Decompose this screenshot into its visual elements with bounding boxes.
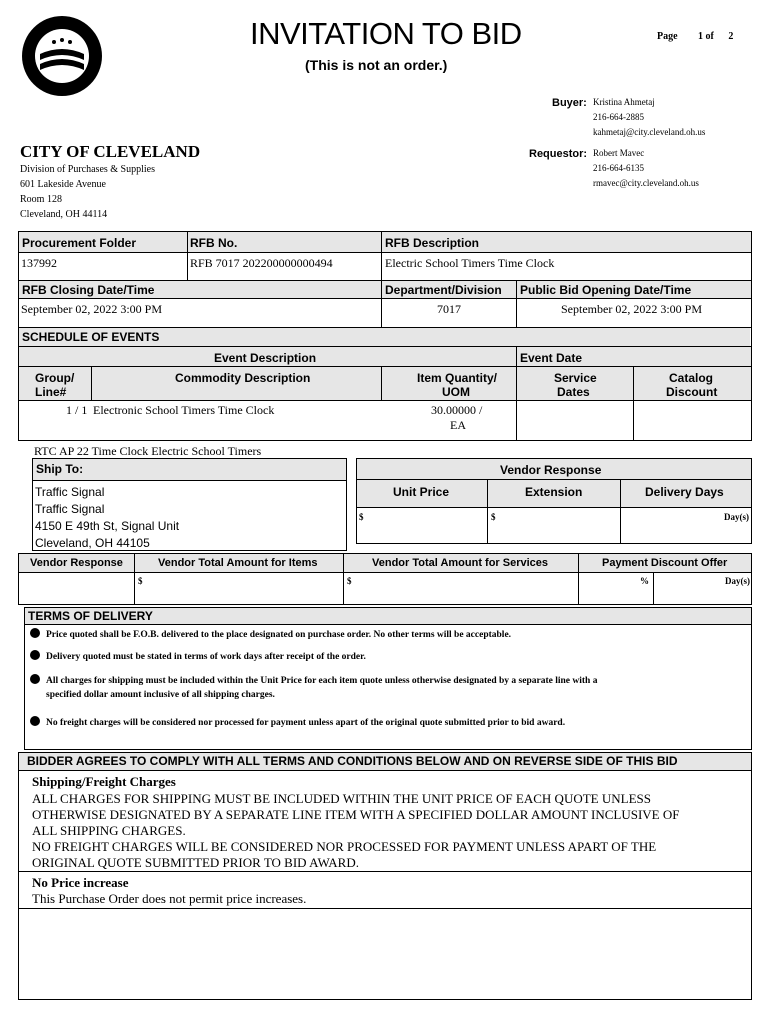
rfb-description-label: RFB Description bbox=[385, 236, 480, 250]
dates-header: Dates bbox=[557, 385, 590, 399]
event-date-header: Event Date bbox=[520, 351, 583, 365]
city-address-3: Room 128 bbox=[20, 194, 62, 205]
shipping-line-2: OTHERWISE DESIGNATED BY A SEPARATE LINE ITEM WITH A SPECIFIED DOLLAR AMOUNT INCLUSIVE OF bbox=[32, 807, 680, 822]
ship-to-label: Ship To: bbox=[33, 459, 346, 480]
term-item-1: Price quoted shall be F.O.B. delivered to the place designated on purchase order. No other terms will be acceptable. bbox=[30, 628, 720, 642]
term-item-4: No freight charges will be considered nor processed for payment unless apart of the original quote submitted prior to bid award. bbox=[30, 716, 720, 730]
buyer-phone: 216-664-2885 bbox=[593, 112, 644, 122]
requestor-name: Robert Mavec bbox=[593, 148, 645, 158]
discount-days-input[interactable]: Day(s) bbox=[725, 576, 750, 586]
bullet-icon bbox=[30, 716, 40, 726]
service-header: Service bbox=[554, 371, 597, 385]
city-address-4: Cleveland, OH 44114 bbox=[20, 209, 108, 220]
shipping-line-5: ORIGINAL QUOTE SUBMITTED PRIOR TO BID AWARD. bbox=[32, 855, 359, 870]
rfb-no-value: RFB 7017 202200000000494 bbox=[190, 256, 333, 270]
item-line-number: 1 / 1 bbox=[66, 403, 88, 417]
event-description-header: Event Description bbox=[214, 351, 317, 365]
item-quantity: 30.00000 / bbox=[431, 403, 483, 417]
buyer-label: Buyer: bbox=[552, 97, 587, 109]
city-seal bbox=[20, 14, 104, 98]
procurement-folder-label: Procurement Folder bbox=[22, 236, 137, 250]
item-uom: EA bbox=[450, 418, 466, 432]
extension-input[interactable]: $ bbox=[491, 512, 496, 522]
vendor-response-input[interactable] bbox=[20, 574, 132, 603]
terms-title: TERMS OF DELIVERY bbox=[25, 608, 751, 624]
ship-to-line-4: Cleveland, OH 44105 bbox=[35, 536, 150, 550]
city-address-1: Division of Purchases & Supplies bbox=[20, 164, 155, 175]
total-services-input[interactable]: $ bbox=[347, 576, 352, 586]
rfb-description-value: Electric School Timers Time Clock bbox=[385, 256, 555, 270]
opening-date-label: Public Bid Opening Date/Time bbox=[520, 283, 692, 297]
price-heading: No Price increase bbox=[32, 875, 129, 890]
extension-header: Extension bbox=[525, 485, 583, 499]
unit-price-header: Unit Price bbox=[393, 485, 450, 499]
shipping-line-4: NO FREIGHT CHARGES WILL BE CONSIDERED NOR PROCESSED FOR PAYMENT UNLESS APART OF THE bbox=[32, 839, 657, 854]
discount-percent-input[interactable]: % bbox=[640, 576, 649, 586]
document-title: INVITATION TO BID bbox=[250, 16, 522, 51]
city-address-2: 601 Lakeside Avenue bbox=[20, 179, 106, 190]
bullet-icon bbox=[30, 674, 40, 684]
closing-date-value: September 02, 2022 3:00 PM bbox=[21, 302, 162, 316]
department-label: Department/Division bbox=[385, 283, 502, 297]
line-header: Line# bbox=[35, 385, 67, 399]
document-subtitle: (This is not an order.) bbox=[305, 57, 448, 73]
delivery-days-header: Delivery Days bbox=[645, 485, 724, 499]
commodity-header: Commodity Description bbox=[175, 371, 311, 385]
payment-discount-header: Payment Discount Offer bbox=[602, 557, 728, 569]
shipping-line-1: ALL CHARGES FOR SHIPPING MUST BE INCLUDED WITHIN THE UNIT PRICE OF EACH QUOTE UNLESS bbox=[32, 791, 651, 806]
quantity-header: Item Quantity/ bbox=[417, 371, 498, 385]
buyer-name: Kristina Ahmetaj bbox=[593, 97, 655, 107]
group-header: Group/ bbox=[35, 371, 75, 385]
term-item-3: All charges for shipping must be included within the Unit Price for each item quote unless otherwise designated by a separate line with a specified dollar amount inclusive of all shipping charges. bbox=[30, 674, 720, 702]
requestor-email[interactable]: rmavec@city.cleveland.oh.us bbox=[593, 178, 699, 188]
bullet-icon bbox=[30, 628, 40, 638]
discount-header: Discount bbox=[666, 385, 718, 399]
catalog-header: Catalog bbox=[669, 371, 714, 385]
unit-price-input[interactable]: $ bbox=[359, 512, 364, 522]
ship-to-line-1: Traffic Signal bbox=[35, 485, 105, 499]
ship-to-line-3: 4150 E 49th St, Signal Unit bbox=[35, 519, 180, 533]
ship-to-line-2: Traffic Signal bbox=[35, 502, 105, 516]
item-description: Electronic School Timers Time Clock bbox=[93, 403, 275, 417]
agreement-title: BIDDER AGREES TO COMPLY WITH ALL TERMS AND CONDITIONS BELOW AND ON REVERSE SIDE OF THIS BID bbox=[19, 753, 751, 770]
uom-header: UOM bbox=[442, 385, 470, 399]
page-indicator: Page 1 of 2 bbox=[657, 31, 734, 42]
closing-date-label: RFB Closing Date/Time bbox=[22, 283, 155, 297]
delivery-days-input[interactable]: Day(s) bbox=[724, 512, 749, 522]
procurement-folder-value: 137992 bbox=[21, 256, 57, 270]
vendor-response-title: Vendor Response bbox=[500, 463, 602, 477]
shipping-heading: Shipping/Freight Charges bbox=[32, 774, 176, 789]
total-services-header: Vendor Total Amount for Services bbox=[372, 557, 549, 569]
requestor-label: Requestor: bbox=[529, 148, 588, 160]
total-items-input[interactable]: $ bbox=[138, 576, 143, 586]
schedule-title: SCHEDULE OF EVENTS bbox=[19, 328, 750, 346]
bullet-icon bbox=[30, 650, 40, 660]
opening-date-value: September 02, 2022 3:00 PM bbox=[561, 302, 702, 316]
term-item-2: Delivery quoted must be stated in terms of work days after receipt of the order. bbox=[30, 650, 720, 664]
department-value: 7017 bbox=[437, 302, 461, 316]
city-name: CITY OF CLEVELAND bbox=[20, 142, 201, 161]
item-note: RTC AP 22 Time Clock Electric School Timers bbox=[34, 444, 262, 458]
buyer-email[interactable]: kahmetaj@city.cleveland.oh.us bbox=[593, 127, 706, 137]
shipping-line-3: ALL SHIPPING CHARGES. bbox=[32, 823, 186, 838]
rfb-no-label: RFB No. bbox=[190, 236, 238, 250]
total-items-header: Vendor Total Amount for Items bbox=[158, 557, 318, 569]
totals-vendor-response-header: Vendor Response bbox=[30, 557, 123, 569]
price-text: This Purchase Order does not permit price increases. bbox=[32, 891, 307, 906]
requestor-phone: 216-664-6135 bbox=[593, 163, 644, 173]
